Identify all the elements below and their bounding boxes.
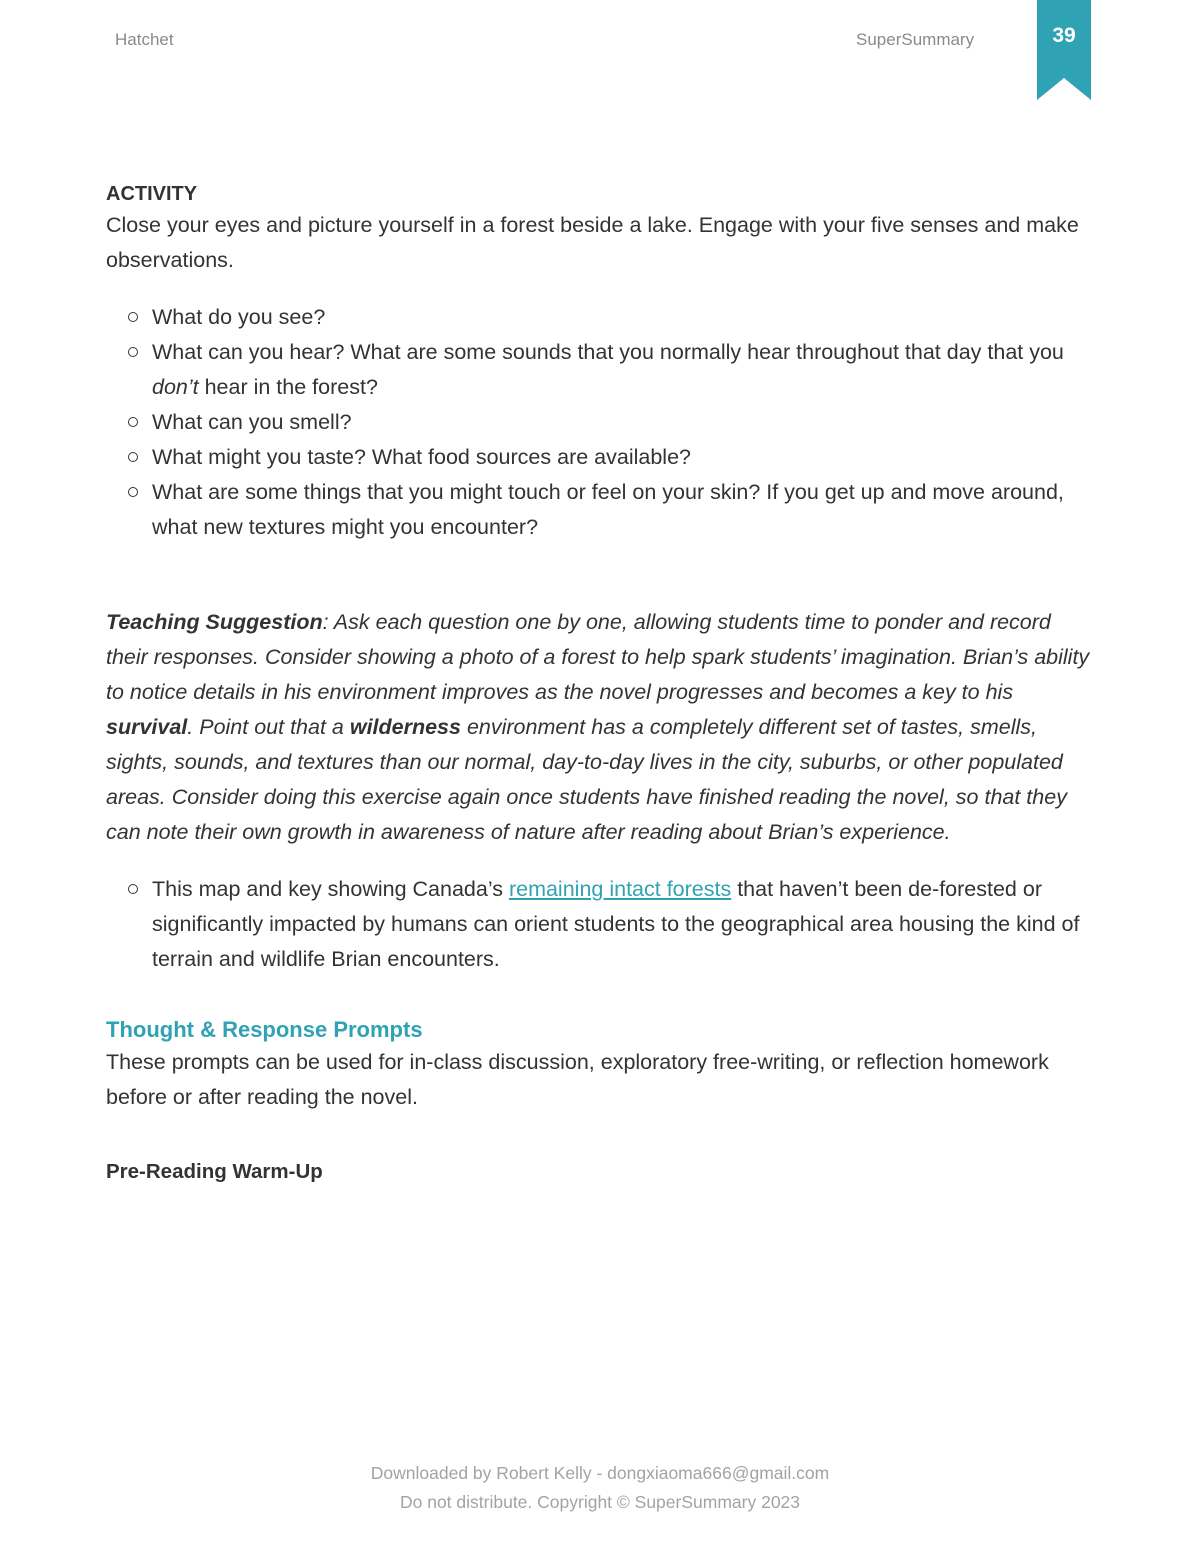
question-text: What are some things that you might touch or feel on your skin? If you get up and move around, what new textures might you encounter? — [152, 480, 1064, 539]
teaching-text-1: : Ask each question one by one, allowing students time to ponder and record their responses. Consider showing a photo of a forest to help spark students’ imagination. Brian’s ability to notice details in his environment improves as the novel progresses and becomes a key to his — [106, 610, 1090, 704]
question-emphasis: don’t — [152, 375, 199, 399]
question-text-after: hear in the forest? — [198, 375, 378, 399]
term-wilderness: wilderness — [349, 715, 461, 739]
subheading: Pre-Reading Warm-Up — [106, 1160, 323, 1183]
bullet-icon — [128, 452, 138, 462]
prompts-intro: These prompts can be used for in-class discussion, exploratory free-writing, or reflection homework before or after reading the novel. — [106, 1050, 1049, 1109]
teaching-suggestion — [106, 605, 1096, 850]
page-content — [106, 180, 1096, 1187]
activity-label: ACTIVITY — [106, 183, 198, 205]
page-number: 39 — [1052, 24, 1076, 47]
resource-text-after: that haven’t been de-forested or significantly impacted by humans can orient students to the geographical area housing the kind of terrain and wildlife Brian encounters. — [152, 877, 1080, 971]
footer-download-line: Downloaded by Robert Kelly - dongxiaoma666@gmail.com — [370, 1463, 830, 1483]
intact-forests-link[interactable]: remaining intact forests — [508, 877, 732, 901]
teaching-text-2: . Point out that a — [187, 715, 350, 739]
bullet-icon — [128, 312, 138, 322]
bullet-icon — [128, 417, 138, 427]
list-item — [106, 872, 1096, 977]
resource-list — [106, 872, 1096, 977]
list-item — [106, 335, 1096, 405]
term-survival: survival — [106, 715, 188, 739]
list-item — [106, 300, 1096, 335]
list-item — [106, 475, 1096, 545]
list-item — [106, 440, 1096, 475]
question-text: What can you smell? — [152, 410, 352, 434]
question-list — [106, 300, 1096, 545]
bullet-icon — [128, 884, 138, 894]
page-number-tab — [1037, 0, 1091, 100]
teaching-text-3: environment has a completely different set of tastes, smells, sights, sounds, and textures than our normal, day-to-day lives in the city, suburbs, or other populated areas. Consider doing this exercise again once students have finished reading the novel, so that they can note their own growth in awareness of nature after reading about Brian’s experience. — [106, 715, 1067, 844]
list-item — [106, 405, 1096, 440]
section-heading: Thought & Response Prompts — [106, 1017, 423, 1042]
activity-intro: Close your eyes and picture yourself in a forest beside a lake. Engage with your five senses and make observations. — [106, 213, 1079, 272]
teaching-label: Teaching Suggestion — [106, 610, 323, 634]
header-brand: SuperSummary — [856, 30, 975, 49]
question-text: What do you see? — [152, 305, 326, 329]
question-text: What might you taste? What food sources are available? — [152, 445, 691, 469]
bookmark-ribbon-icon — [1037, 0, 1091, 100]
footer-copyright-line: Do not distribute. Copyright © SuperSummary 2023 — [399, 1492, 801, 1512]
bullet-icon — [128, 487, 138, 497]
resource-text-before: This map and key showing Canada’s — [152, 877, 509, 901]
question-text-before: What can you hear? What are some sounds that you normally hear throughout that day that you — [152, 340, 1064, 364]
header-book-title: Hatchet — [115, 30, 174, 49]
bullet-icon — [128, 347, 138, 357]
